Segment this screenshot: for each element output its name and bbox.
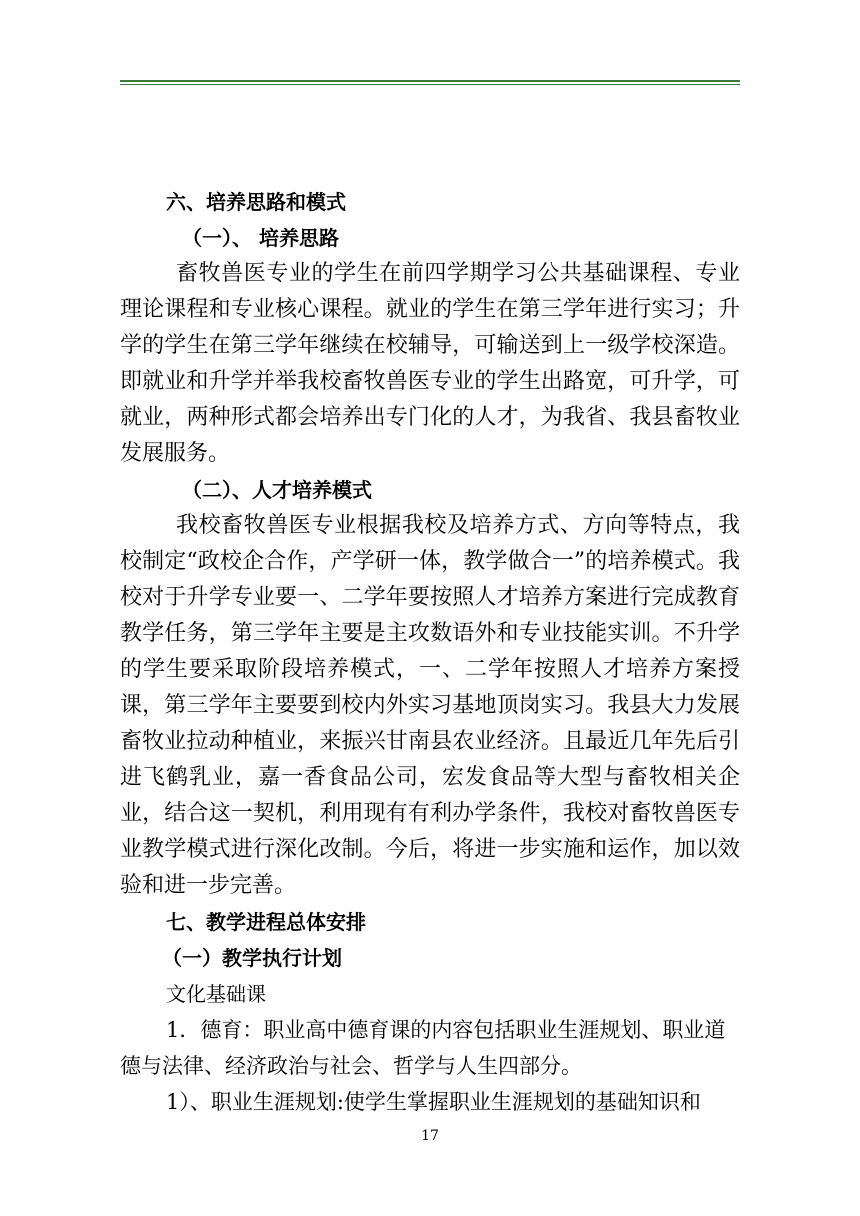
career-planning-item: 1）、职业生涯规划:使学生掌握职业生涯规划的基础知识和 bbox=[166, 1090, 701, 1114]
section-6-1-heading: （一）、 培养思路 bbox=[182, 226, 339, 250]
header-rule-thick bbox=[120, 80, 740, 82]
section-7-heading: 七、教学进程总体安排 bbox=[166, 910, 366, 934]
page-number: 17 bbox=[421, 1128, 439, 1144]
section-6-heading: 六、培养思路和模式 bbox=[166, 190, 346, 214]
document-body bbox=[120, 184, 740, 1120]
section-6-2-heading: （二）、人才培养模式 bbox=[182, 478, 372, 502]
section-6-2-paragraph: 我校畜牧兽医专业根据我校及培养方式、方向等特点，我校制定“政校企合作，产学研一体，教学做合一”的培养模式。我校对于升学专业要一、二学年要按照人才培养方案进行完成教育教学任务，第三学年主要是主攻数语外和专业技能实训。不升学的学生要采取阶段培养模式，一、二学年按照人才培养方案授课，第三学年主要要到校内外实习基地顶岗实习。我县大力发展畜牧业拉动种植业，来振兴甘南县农业经济。且最近几年先后引进飞鹤乳业，嘉一香食品公司，宏发食品等大型与畜牧相关企业，结合这一契机，利用现有有利办学条件，我校对畜牧兽医专业教学模式进行深化改制。今后，将进一步实施和运作，加以效验和进一步完善。 bbox=[120, 513, 740, 898]
course-category: 文化基础课 bbox=[166, 982, 266, 1006]
header-rule-thin bbox=[120, 84, 740, 85]
section-7-1-heading: （一）教学执行计划 bbox=[162, 946, 342, 970]
moral-education-item: 1．德育：职业高中德育课的内容包括职业生涯规划、职业道德与法律、经济政治与社会、哲学与人生四部分。 bbox=[120, 1018, 726, 1078]
section-6-1-paragraph: 畜牧兽医专业的学生在前四学期学习公共基础课程、专业理论课程和专业核心课程。就业的学生在第三学年进行实习；升学的学生在第三学年继续在校辅导，可输送到上一级学校深造。即就业和升学并举我校畜牧兽医专业的学生出路宽，可升学，可就业，两种形式都会培养出专门化的人才，为我省、我县畜牧业发展服务。 bbox=[120, 261, 740, 466]
